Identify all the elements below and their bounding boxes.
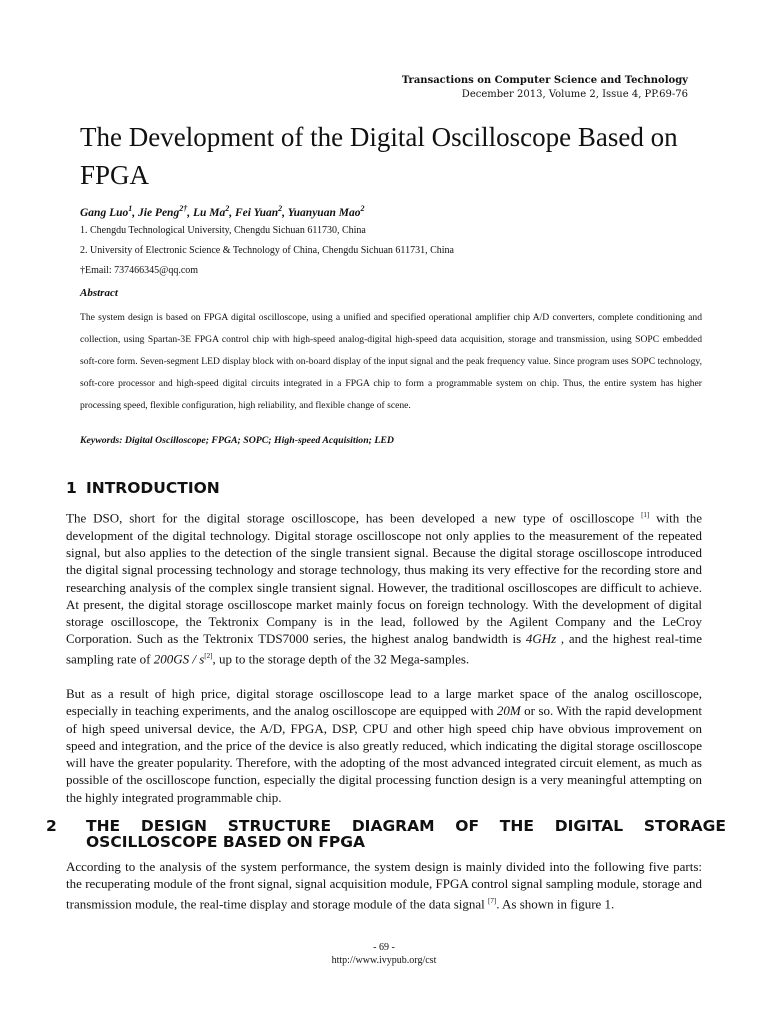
section-title: THE DESIGN STRUCTURE DIAGRAM OF THE DIGITAL STORAGE OSCILLOSCOPE BASED ON FPGA	[86, 817, 726, 851]
citation: [2]	[204, 651, 213, 660]
body-paragraph: According to the analysis of the system performance, the system design is mainly divided into the following five parts: the recuperating module of the front signal, signal acquisition module, FPGA control signal sampling module, storage and transmission module, the real-time display and storage module of the data signal [7]. As shown in figure 1.	[66, 859, 702, 911]
citation: [1]	[641, 511, 650, 519]
author-email: †Email: 737466345@qq.com	[80, 265, 199, 276]
journal-header	[402, 74, 688, 102]
author-affil-mark: 1	[128, 204, 133, 213]
keywords: Keywords: Digital Oscilloscope; FPGA; SOPC; High-speed Acquisition; LED	[80, 435, 394, 446]
author-name: Gang Luo	[80, 206, 129, 219]
footer-url[interactable]: http://www.ivypub.org/cst	[331, 955, 437, 966]
author-affil-mark: 2†	[179, 204, 188, 213]
section-number: 2	[46, 817, 57, 835]
author-affil-mark: 2	[225, 204, 230, 213]
abstract-text: The system design is based on FPGA digital oscilloscope, using a unified and specified operational amplifier chip A/D converters, complete conditioning and collection, using Spartan-3E FPGA control chip with high-speed analog-digital high-speed data acquisition, storage and transmission, using SOPC embedded soft-core form. Seven-segment LED display block with on-board display of the input signal and the peak frequency value. Since program uses SOPC technology, soft-core processor and high-speed digital circuits integrated in a FPGA chip to form a programmable system on chip. Thus, the entire system has higher processing speed, flexible configuration, high reliability, and flexible change of scene.	[80, 312, 702, 411]
body-paragraph: But as a result of high price, digital storage oscilloscope lead to a large market space of the analog oscilloscope, especially in teaching experiments, and the analog oscilloscope are equipped with 20M or so. With the rapid development of high speed universal device, the A/D, FPGA, DSP, CPU and other high speed chip have obvious improvement on speed and integration, and the price of the device is also greatly reduced, which indicating the digital storage oscilloscope will have the greater popularity. Therefore, with the adopting of the most advanced integrated circuit element, as much as possible of the oscilloscope function, especially the digital processing function design is a very meaningful attempting on the highly integrated programmable chip.	[66, 686, 702, 805]
section-title: INTRODUCTION	[86, 479, 220, 497]
journal-issue: December 2013, Volume 2, Issue 4, PP.69-76	[461, 89, 688, 100]
math-value: 200GS / s	[153, 651, 205, 667]
author-name: Yuanyuan Mao	[287, 206, 361, 219]
citation: [7]	[488, 896, 497, 905]
author-list: Gang Luo$^1$, Jie Peng$^{2\dagger}$, Lu Ma$^2$, Fei Yuan$^2$, Yuanyuan Mao$^2$	[80, 204, 365, 219]
section-heading	[66, 480, 706, 496]
affiliation-2: 2. University of Electronic Science & Technology of China, Chengdu Sichuan 611731, China	[80, 245, 454, 256]
affiliation-1: 1. Chengdu Technological University, Chengdu Sichuan 611730, China	[80, 225, 366, 236]
abstract-heading: Abstract	[80, 287, 118, 299]
author-affil-mark: 2	[360, 204, 365, 213]
math-value: 4GHz	[525, 631, 557, 647]
body-paragraph: The DSO, short for the digital storage oscilloscope, has been developed a new type of oscilloscope [1] with the development of the digital technology. Digital storage oscilloscope not only applies to the measurement of the repeated signal, but also applies to the detection of the single transient signal. Because the digital storage oscilloscope introduced the digital signal processing technology and storage technology, thus making its very effective for the recording store and researching analysis of the complex single transient signal. However, the traditional oscilloscopes are difficult to achieve. At present, the digital storage oscilloscope market mainly focus on foreign technology. With the development of digital storage oscilloscope, the Tektronix Company is in the lead, followed by the Agilent Company and the LeCroy Corporation. Such as the Tektronix TDS7000 series, the highest analog bandwidth is 4GHz , and the highest real-time sampling rate of 200GS / s[2], up to the storage depth of the 32 Mega-samples.	[66, 510, 703, 667]
author-affil-mark: 2	[278, 204, 283, 213]
section-number: 1	[66, 479, 77, 497]
author-name: Lu Ma	[192, 206, 226, 219]
math-value: 20M	[496, 703, 521, 719]
paper-title: The Development of the Digital Oscilloscope Based on FPGA	[80, 122, 678, 190]
section-heading	[46, 817, 726, 851]
author-name: Jie Peng	[138, 206, 180, 219]
page-number: - 69 -	[373, 942, 395, 953]
journal-name: Transactions on Computer Science and Technology	[401, 75, 688, 86]
author-name: Fei Yuan	[234, 206, 279, 219]
